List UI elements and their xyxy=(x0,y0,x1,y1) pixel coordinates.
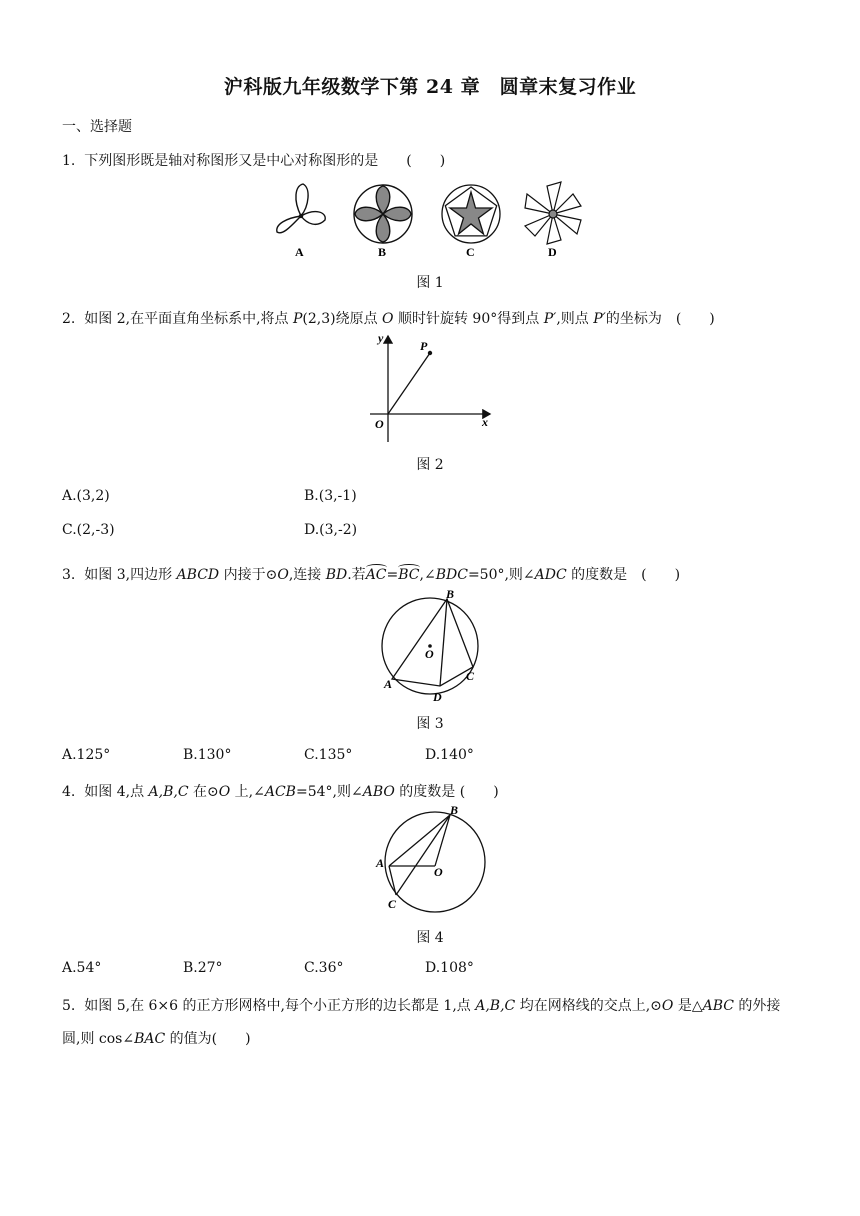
option-b: B.(3,-1) xyxy=(304,488,357,504)
axis-y-label: y xyxy=(378,331,384,345)
question-number: 4. xyxy=(62,784,76,800)
option-d: D.108° xyxy=(425,960,474,976)
question-text: (2,3)绕原点 xyxy=(302,311,383,327)
question-text: 的值为( ) xyxy=(165,1031,251,1047)
equals-sign: = xyxy=(386,567,399,583)
quad-abcd: ABCD xyxy=(176,567,220,583)
figure-2-coordinate-plane xyxy=(362,330,498,446)
angle-adc: ADC xyxy=(534,567,567,583)
angle-abo: ABO xyxy=(362,784,395,800)
angle-bac: BAC xyxy=(134,1031,166,1047)
question-text: .若 xyxy=(347,567,366,583)
segment-bo xyxy=(435,815,450,866)
axis-x-label: x xyxy=(482,415,488,429)
option-c: C.135° xyxy=(304,747,353,763)
label-a: A xyxy=(384,677,393,691)
question-text: ,∠ xyxy=(419,567,436,583)
figure-1c-label: C xyxy=(466,245,475,259)
option-c: C.(2,-3) xyxy=(62,522,115,538)
arc-ac: AC xyxy=(365,567,387,583)
segment-bd xyxy=(440,599,447,686)
question-number: 5. xyxy=(62,998,76,1014)
question-number: 1. xyxy=(62,153,76,169)
point-p-label: P xyxy=(420,339,428,353)
figure-1b-label: B xyxy=(378,245,387,259)
option-a: A.54° xyxy=(62,960,102,976)
arc-bc: BC xyxy=(398,567,420,583)
segment-bd: BD xyxy=(325,567,348,583)
question-text: 如图 4,点 xyxy=(84,784,149,800)
question-1 xyxy=(62,150,445,170)
origin-label: O xyxy=(375,417,384,431)
segment-ab xyxy=(389,815,450,866)
figure-4-circle xyxy=(372,804,488,918)
triangle-abc: ABC xyxy=(702,998,734,1014)
figure-1a-label: A xyxy=(295,245,304,259)
question-text: 下列图形既是轴对称图形又是中心对称图形的是 ( ) xyxy=(84,153,446,169)
origin-o: O xyxy=(382,311,394,327)
question-4 xyxy=(62,781,499,801)
question-text: 的度数是 ( ) xyxy=(394,784,499,800)
question-text: 上,∠ xyxy=(230,784,265,800)
point-p-dot xyxy=(428,351,432,355)
section-heading: 一、选择题 xyxy=(62,119,132,135)
question-text: 如图 5,在 6×6 的正方形网格中,每个小正方形的边长都是 1,点 xyxy=(84,998,476,1014)
point-p-prime: P′ xyxy=(593,311,606,327)
circle-o: O xyxy=(277,567,289,583)
figure-1-caption: 图 1 xyxy=(416,275,444,291)
label-d: D xyxy=(433,690,442,704)
option-a: A.(3,2) xyxy=(62,488,110,504)
figure-2-caption: 图 2 xyxy=(416,457,444,473)
figure-3-circle xyxy=(372,588,488,706)
question-text: 内接于⊙ xyxy=(219,567,278,583)
label-o: O xyxy=(425,647,434,661)
question-text: ,则点 xyxy=(556,311,594,327)
figure-4-caption: 图 4 xyxy=(416,930,444,946)
question-2 xyxy=(62,308,715,328)
segment-ac xyxy=(389,866,396,895)
label-c: C xyxy=(466,669,475,683)
question-3 xyxy=(62,564,680,584)
question-5-line-2 xyxy=(62,1028,251,1048)
question-text: =54°,则∠ xyxy=(295,784,363,800)
circle-o: O xyxy=(218,784,231,800)
option-d: D.140° xyxy=(425,747,474,763)
question-text: 是△ xyxy=(673,998,703,1014)
segment-op xyxy=(388,353,430,414)
figure-3-caption: 图 3 xyxy=(416,716,444,732)
point-p: P xyxy=(292,311,303,327)
label-b: B xyxy=(446,588,455,601)
question-text: 圆,则 cos∠ xyxy=(62,1031,135,1047)
option-b: B.27° xyxy=(183,960,223,976)
label-a: A xyxy=(376,856,385,870)
angle-acb: ACB xyxy=(264,784,296,800)
question-text: 的外接 xyxy=(733,998,781,1014)
figure-1a-pinwheel xyxy=(277,184,325,233)
option-d: D.(3,-2) xyxy=(304,522,358,538)
circle-o: O xyxy=(661,998,674,1014)
points-abc: A,B,C xyxy=(148,784,189,800)
points-abc: A,B,C xyxy=(475,998,516,1014)
point-p-prime: P′ xyxy=(543,311,557,327)
page-title: 沪科版九年级数学下第 24 章 圆章末复习作业 xyxy=(223,76,637,98)
question-text: =50°,则∠ xyxy=(467,567,535,583)
figure-1-options xyxy=(265,178,595,262)
label-c: C xyxy=(388,897,397,911)
angle-bdc: BDC xyxy=(435,567,468,583)
question-number: 3. xyxy=(62,567,76,583)
segment-cb xyxy=(396,815,450,895)
question-text: 均在网格线的交点上,⊙ xyxy=(515,998,662,1014)
figure-1c-star xyxy=(442,185,500,243)
quadrilateral-abcd xyxy=(392,599,473,686)
question-text: ,连接 xyxy=(288,567,326,583)
figure-1d-label: D xyxy=(548,245,557,259)
question-text: 的坐标为 ( ) xyxy=(605,311,715,327)
label-b: B xyxy=(450,804,459,817)
question-5 xyxy=(62,995,780,1015)
question-text: 如图 3,四边形 xyxy=(84,567,177,583)
figure-1b-flower xyxy=(354,185,412,243)
label-o: O xyxy=(434,865,443,879)
option-a: A.125° xyxy=(62,747,111,763)
question-text: 的度数是 ( ) xyxy=(566,567,681,583)
option-b: B.130° xyxy=(183,747,232,763)
option-c: C.36° xyxy=(304,960,344,976)
figure-1d-windmill xyxy=(525,182,581,244)
question-text: 顺时针旋转 90°得到点 xyxy=(393,311,544,327)
question-number: 2. xyxy=(62,311,76,327)
question-text: 如图 2,在平面直角坐标系中,将点 xyxy=(84,311,293,327)
question-text: 在⊙ xyxy=(188,784,219,800)
